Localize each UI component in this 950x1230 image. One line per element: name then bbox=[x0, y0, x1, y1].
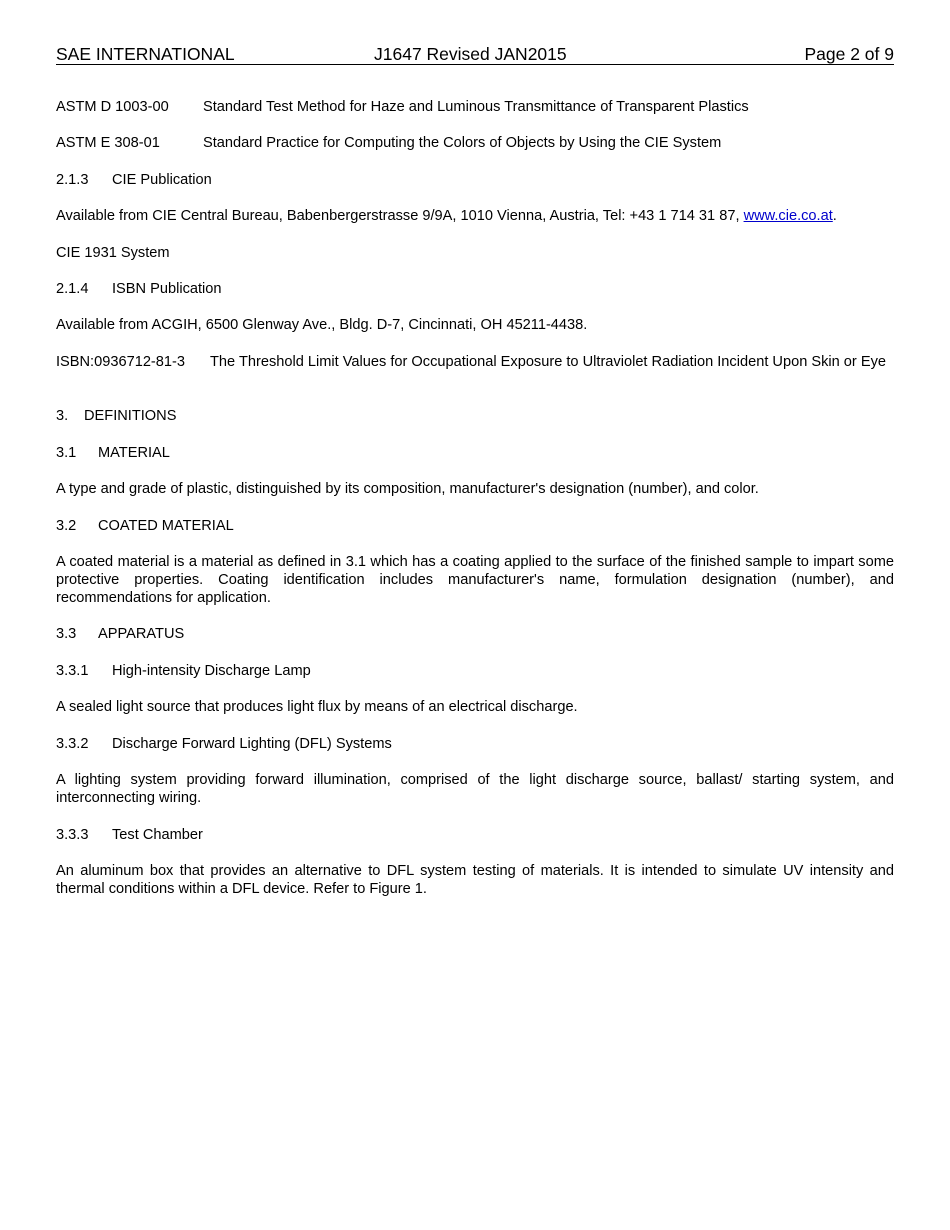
header-page-number: Page 2 of 9 bbox=[804, 44, 894, 64]
header-org: SAE INTERNATIONAL bbox=[56, 44, 235, 64]
cie-system: CIE 1931 System bbox=[56, 245, 170, 261]
cie-availability-end: . bbox=[832, 208, 837, 224]
section-3-3-2-text: A lighting system providing forward illumination, comprised of the light discharge source, ballast/ starting system, and interconnecting wiring. bbox=[56, 772, 894, 806]
section-number: 2.1.3 bbox=[56, 172, 89, 188]
isbn-number: ISBN:0936712-81-3 bbox=[56, 354, 185, 370]
header-doc-id: J1647 Revised JAN2015 bbox=[374, 44, 567, 64]
isbn-title: The Threshold Limit Values for Occupational Exposure to Ultraviolet Radiation Incident Upon Skin or Eye bbox=[210, 354, 886, 370]
cie-availability bbox=[56, 207, 894, 225]
section-3-1-text: A type and grade of plastic, distinguished by its composition, manufacturer's designation (number), and color. bbox=[56, 481, 759, 497]
section-number: 3.2 bbox=[56, 518, 77, 534]
section-title: APPARATUS bbox=[98, 626, 185, 642]
section-title: MATERIAL bbox=[98, 445, 170, 461]
reference-title: Standard Test Method for Haze and Luminous Transmittance of Transparent Plastics bbox=[203, 99, 749, 115]
section-3-3-1-text: A sealed light source that produces light flux by means of an electrical discharge. bbox=[56, 699, 578, 715]
section-number: 3.1 bbox=[56, 445, 77, 461]
reference-number: ASTM D 1003-00 bbox=[56, 99, 169, 115]
reference-isbn bbox=[56, 353, 894, 389]
section-title: Discharge Forward Lighting (DFL) Systems bbox=[112, 736, 392, 752]
cie-website-link[interactable]: www.cie.co.at bbox=[743, 208, 833, 224]
section-number: 3. bbox=[56, 408, 69, 424]
section-title: High-intensity Discharge Lamp bbox=[112, 663, 311, 679]
section-number: 3.3 bbox=[56, 626, 77, 642]
section-number: 3.3.3 bbox=[56, 827, 89, 843]
section-title: DEFINITIONS bbox=[84, 408, 177, 424]
section-number: 3.3.1 bbox=[56, 663, 89, 679]
cie-availability-text: Available from CIE Central Bureau, Babenbergerstrasse 9/9A, 1010 Vienna, Austria, Tel: +43 1 714 31 87, bbox=[56, 208, 744, 224]
reference-number: ASTM E 308-01 bbox=[56, 135, 160, 151]
acgih-availability: Available from ACGIH, 6500 Glenway Ave., Bldg. D-7, Cincinnati, OH 45211-4438. bbox=[56, 317, 588, 333]
section-title: Test Chamber bbox=[112, 827, 203, 843]
section-number: 2.1.4 bbox=[56, 281, 89, 297]
section-title: COATED MATERIAL bbox=[98, 518, 234, 534]
page-header bbox=[56, 44, 894, 65]
section-3-2-text: A coated material is a material as defined in 3.1 which has a coating applied to the surface of the finished sample to impart some protective properties. Coating identification includes manufacturer's name, formulation designation (number), and recommendations for application. bbox=[56, 554, 894, 606]
section-title: CIE Publication bbox=[112, 172, 212, 188]
reference-title: Standard Practice for Computing the Colors of Objects by Using the CIE System bbox=[203, 135, 722, 151]
section-number: 3.3.2 bbox=[56, 736, 89, 752]
section-3-3-3-text: An aluminum box that provides an alternative to DFL system testing of materials. It is intended to simulate UV intensity and thermal conditions within a DFL device. Refer to Figure 1. bbox=[56, 863, 894, 897]
section-title: ISBN Publication bbox=[112, 281, 222, 297]
